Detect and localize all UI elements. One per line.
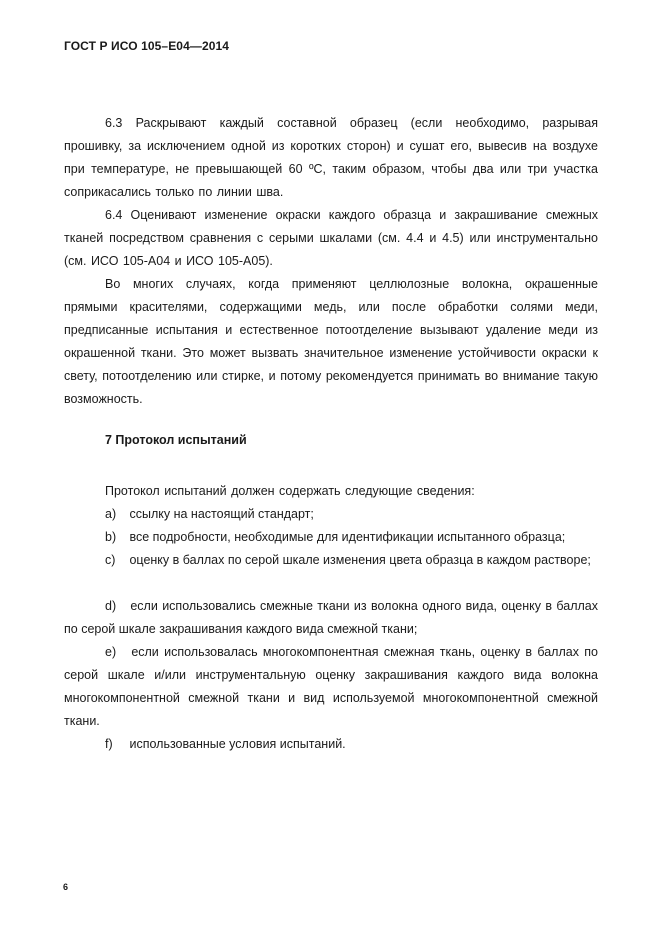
paragraph-6-3: 6.3 Раскрывают каждый составной образец (если необходимо, разрывая прошивку, за исключением одной из коротких сторон) и сушат его, вывесив на воздухе при температуре, не превышающей 60 ºС, таким образом, чтобы два или три участка соприкасались только по линии шва. <box>64 116 598 199</box>
list-item-label: d) <box>105 599 117 613</box>
list-item-label: b) <box>105 530 117 544</box>
section-7-title: 7 Протокол испытаний <box>105 433 247 447</box>
list-item-b <box>64 526 598 549</box>
page-header: ГОСТ Р ИСО 105–E04—2014 <box>64 39 230 53</box>
list-item-f <box>64 733 598 756</box>
list-item-label: f) <box>105 737 113 751</box>
list-item-label: e) <box>105 645 117 659</box>
list-item-a <box>64 503 598 526</box>
paragraph-6-4: 6.4 Оценивают изменение окраски каждого образца и закрашивание смежных тканей посредством сравнения с серыми шкалами (см. 4.4 и 4.5) или инструментально (см. ИСО 105-А04 и ИСО 105-А05). <box>64 208 598 268</box>
section-7-intro: Протокол испытаний должен содержать следующие сведения: <box>105 484 475 498</box>
list-item-text: оценку в баллах по серой шкале изменения цвета образца в каждом растворе; <box>129 553 591 567</box>
list-item-text: все подробности, необходимые для идентификации испытанного образца; <box>129 530 566 544</box>
list-item-d <box>64 595 598 641</box>
page-number: 6 <box>63 882 69 892</box>
list-item-c <box>64 549 598 572</box>
list-item-e <box>64 641 598 733</box>
note-paragraph: Во многих случаях, когда применяют целлюлозные волокна, окрашенные прямыми красителями, содержащими медь, или после обработки солями меди, предписанные испытания и естественное потоотделение вызывают удаление меди из окрашенной ткани. Это может вызвать значительное изменение устойчивости окраски к свету, потоотделению или стирке, и потому рекомендуется принимать во внимание такую возможность. <box>64 277 598 406</box>
list-item-label: c) <box>105 553 116 567</box>
list-item-text: использованные условия испытаний. <box>129 737 346 751</box>
list-item-text: если использовались смежные ткани из волокна одного вида, оценку в баллах по серой шкале закрашивания каждого вида смежной ткани; <box>64 599 598 636</box>
list-item-label: a) <box>105 507 117 521</box>
list-item-text: ссылку на настоящий стандарт; <box>129 507 314 521</box>
list-item-text: если использовалась многокомпонентная смежная ткань, оценку в баллах по серой шкале и/или инструментальную оценку закрашивания каждого вида волокна многокомпонентной смежной ткани и вид используемой многокомпонентной смежной ткани. <box>64 645 598 728</box>
